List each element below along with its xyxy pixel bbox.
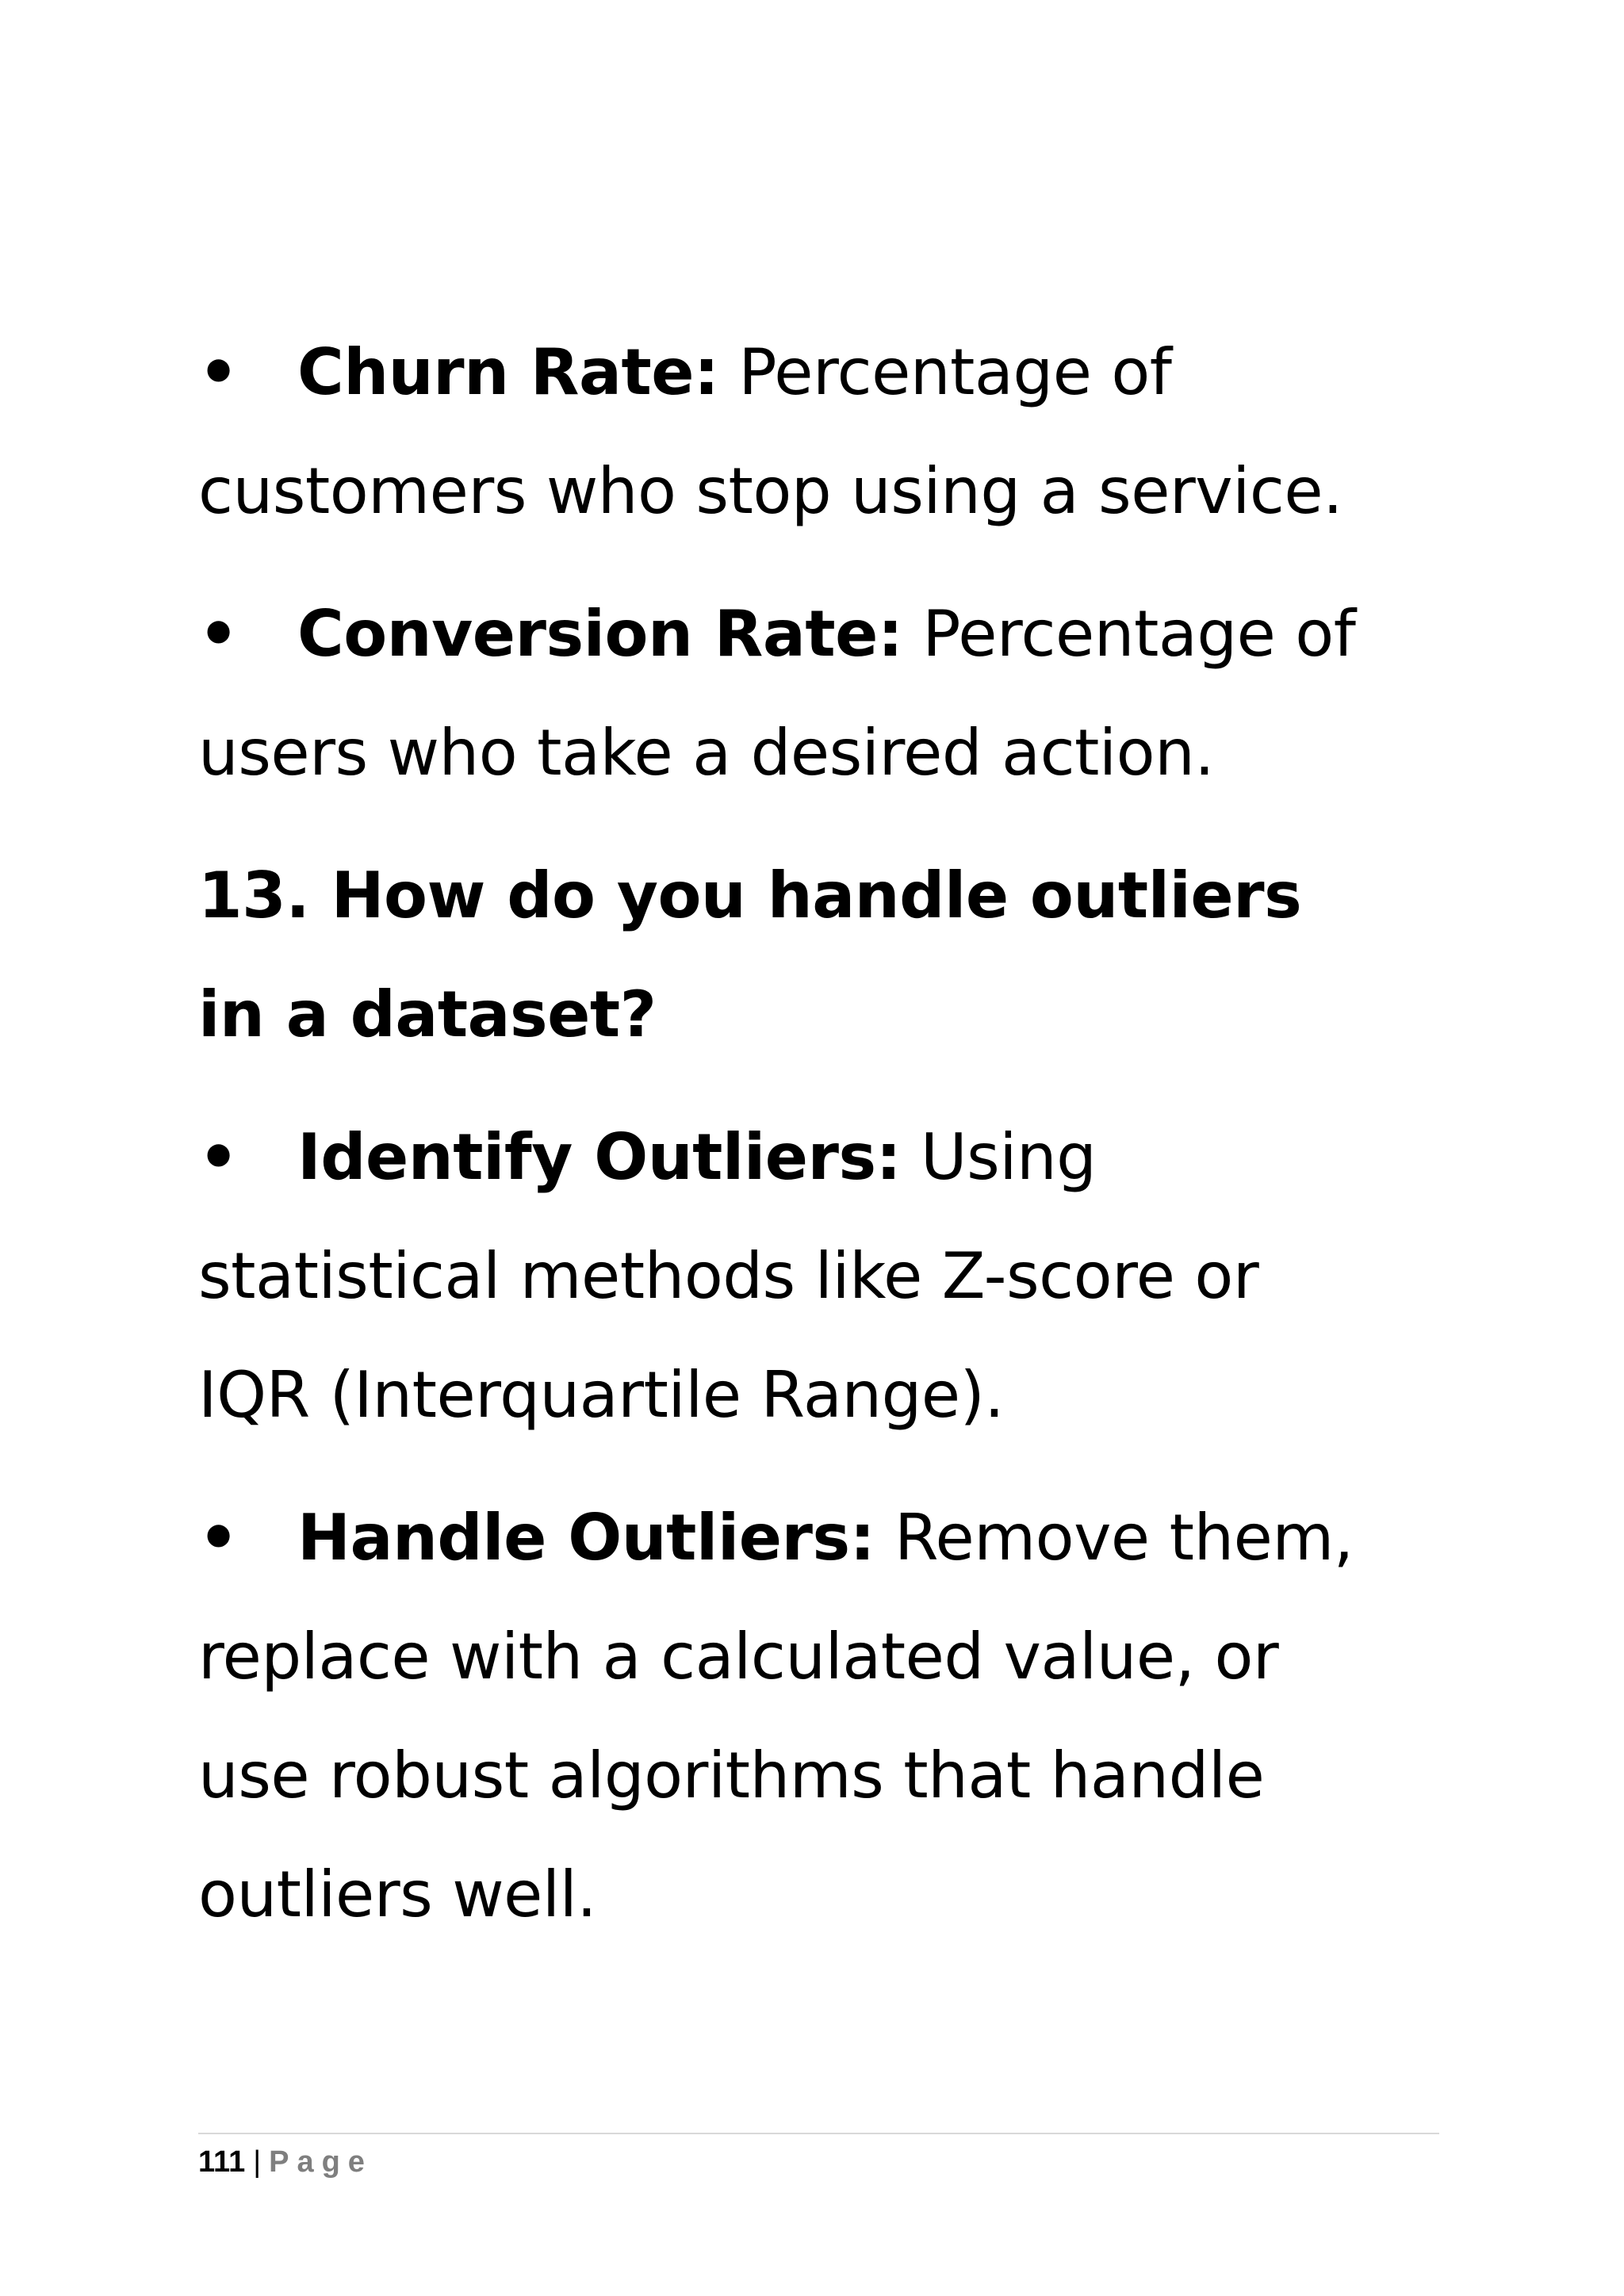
page-label: Page [269, 2145, 373, 2179]
page-content [198, 313, 1435, 1978]
list-item-conversion-rate [198, 575, 1404, 813]
footer-separator: | [253, 2145, 262, 2179]
term-churn-rate: Churn Rate: [297, 335, 719, 409]
page-number: 111 [198, 2145, 246, 2179]
bullet-marker: • [198, 1120, 239, 1194]
term-identify-outliers: Identify Outliers: [297, 1120, 902, 1194]
list-item-identify-outliers [198, 1098, 1308, 1455]
bullet-marker: • [198, 1501, 239, 1575]
bullet-marker: • [198, 335, 239, 409]
definition-handle-outliers: Remove them, replace with a calculated value, or use robust algorithms that handle outliers well. [198, 1501, 1354, 1931]
list-item-handle-outliers [198, 1479, 1388, 1954]
term-conversion-rate: Conversion Rate: [297, 597, 903, 671]
list-item-churn-rate [198, 313, 1372, 551]
page-footer [198, 2142, 373, 2182]
question-heading: 13. How do you handle outliers in a dataset? [198, 859, 1302, 1051]
bullet-marker: • [198, 597, 239, 671]
definition-conversion-rate: Percentage of users who take a desired action. [198, 597, 1356, 790]
footer-divider [198, 2133, 1439, 2134]
term-handle-outliers: Handle Outliers: [297, 1501, 875, 1575]
definition-churn-rate: Percentage of customers who stop using a service. [198, 335, 1343, 528]
definition-identify-outliers: Using statistical methods like Z-score or IQR (Interquartile Range). [198, 1120, 1259, 1432]
